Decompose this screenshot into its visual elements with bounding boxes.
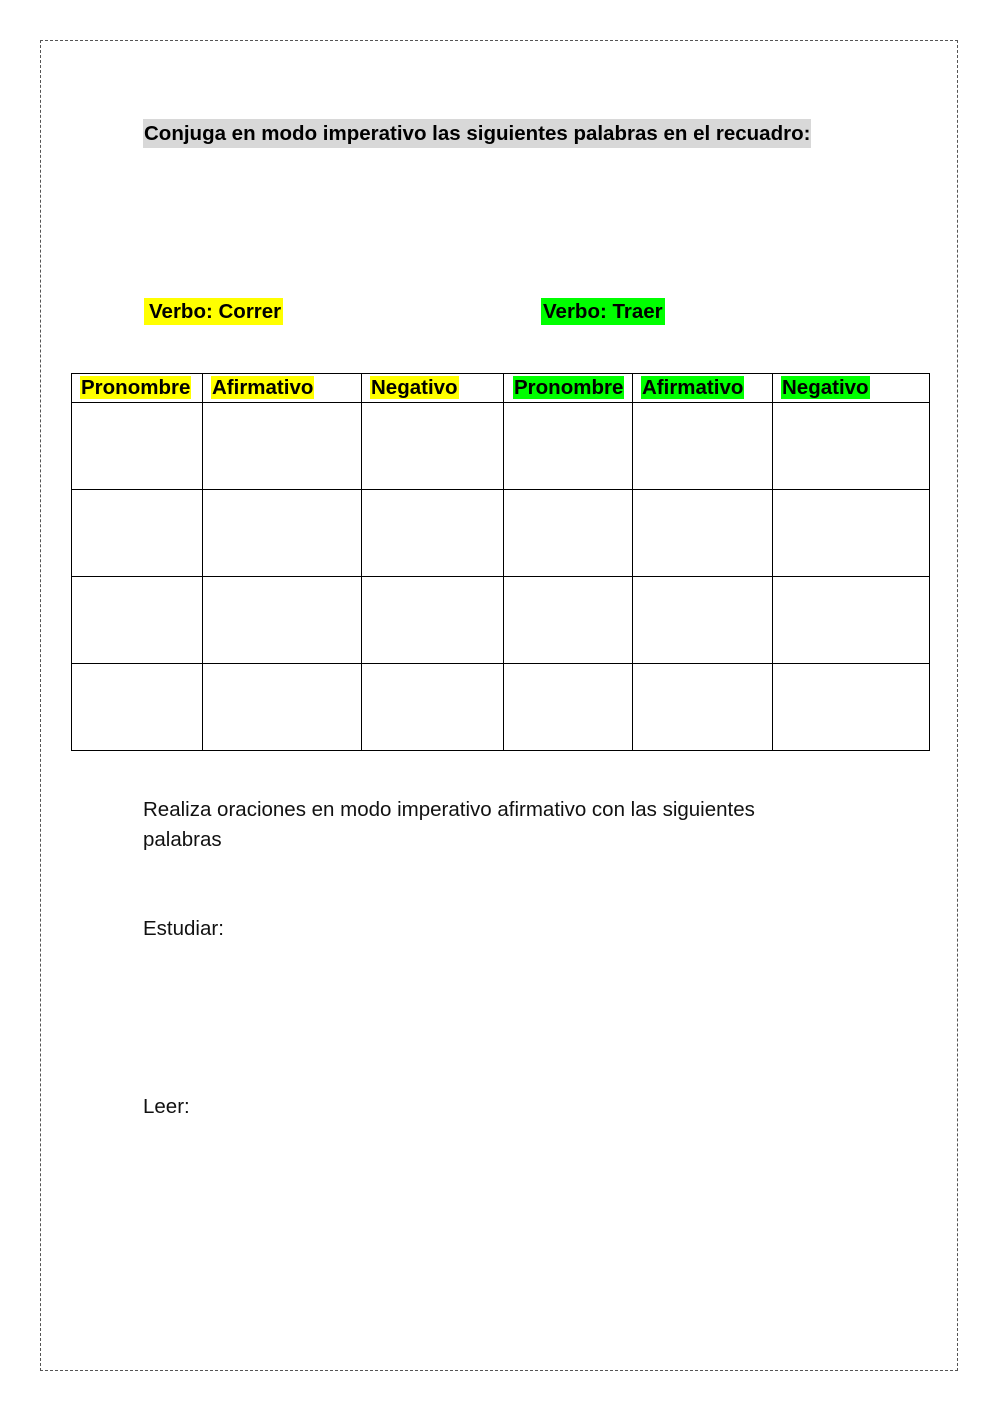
header-label: Pronombre <box>81 376 191 399</box>
table-row <box>72 490 930 577</box>
answer-cell[interactable] <box>72 577 203 664</box>
answer-cell[interactable] <box>362 490 504 577</box>
header-afirmativo-traer <box>633 374 773 403</box>
answer-cell[interactable] <box>72 490 203 577</box>
header-label: Afirmativo <box>642 376 744 399</box>
verb-correr-label: Verbo: Correr <box>144 298 283 325</box>
answer-cell[interactable] <box>203 664 362 751</box>
header-label: Pronombre <box>514 376 624 399</box>
answer-cell[interactable] <box>773 490 930 577</box>
answer-cell[interactable] <box>504 664 633 751</box>
word-leer: Leer: <box>143 1095 190 1118</box>
answer-cell[interactable] <box>203 490 362 577</box>
answer-cell[interactable] <box>203 577 362 664</box>
answer-cell[interactable] <box>362 403 504 490</box>
answer-cell[interactable] <box>362 577 504 664</box>
answer-cell[interactable] <box>633 403 773 490</box>
word-estudiar: Estudiar: <box>143 917 224 940</box>
header-label: Negativo <box>371 376 458 399</box>
answer-cell[interactable] <box>203 403 362 490</box>
answer-cell[interactable] <box>633 577 773 664</box>
answer-cell[interactable] <box>773 403 930 490</box>
instruction-heading: Conjuga en modo imperativo las siguientes palabras en el recuadro: <box>143 119 811 148</box>
answer-cell[interactable] <box>72 403 203 490</box>
answer-cell[interactable] <box>504 490 633 577</box>
answer-cell[interactable] <box>773 577 930 664</box>
header-afirmativo-correr <box>203 374 362 403</box>
header-pronombre-correr <box>72 374 203 403</box>
answer-cell[interactable] <box>504 403 633 490</box>
answer-cell[interactable] <box>362 664 504 751</box>
table-header-row <box>72 374 930 403</box>
header-pronombre-traer <box>504 374 633 403</box>
header-negativo-correr <box>362 374 504 403</box>
table-row <box>72 403 930 490</box>
conjugation-table <box>71 373 930 751</box>
answer-cell[interactable] <box>773 664 930 751</box>
answer-cell[interactable] <box>504 577 633 664</box>
table-row <box>72 664 930 751</box>
header-label: Negativo <box>782 376 869 399</box>
answer-cell[interactable] <box>633 490 773 577</box>
verb-traer-label: Verbo: Traer <box>543 300 663 323</box>
sentence-task-prompt: Realiza oraciones en modo imperativo afirmativo con las siguientes palabras <box>143 798 755 851</box>
header-negativo-traer <box>773 374 930 403</box>
answer-cell[interactable] <box>72 664 203 751</box>
answer-cell[interactable] <box>633 664 773 751</box>
table-row <box>72 577 930 664</box>
header-label: Afirmativo <box>212 376 314 399</box>
